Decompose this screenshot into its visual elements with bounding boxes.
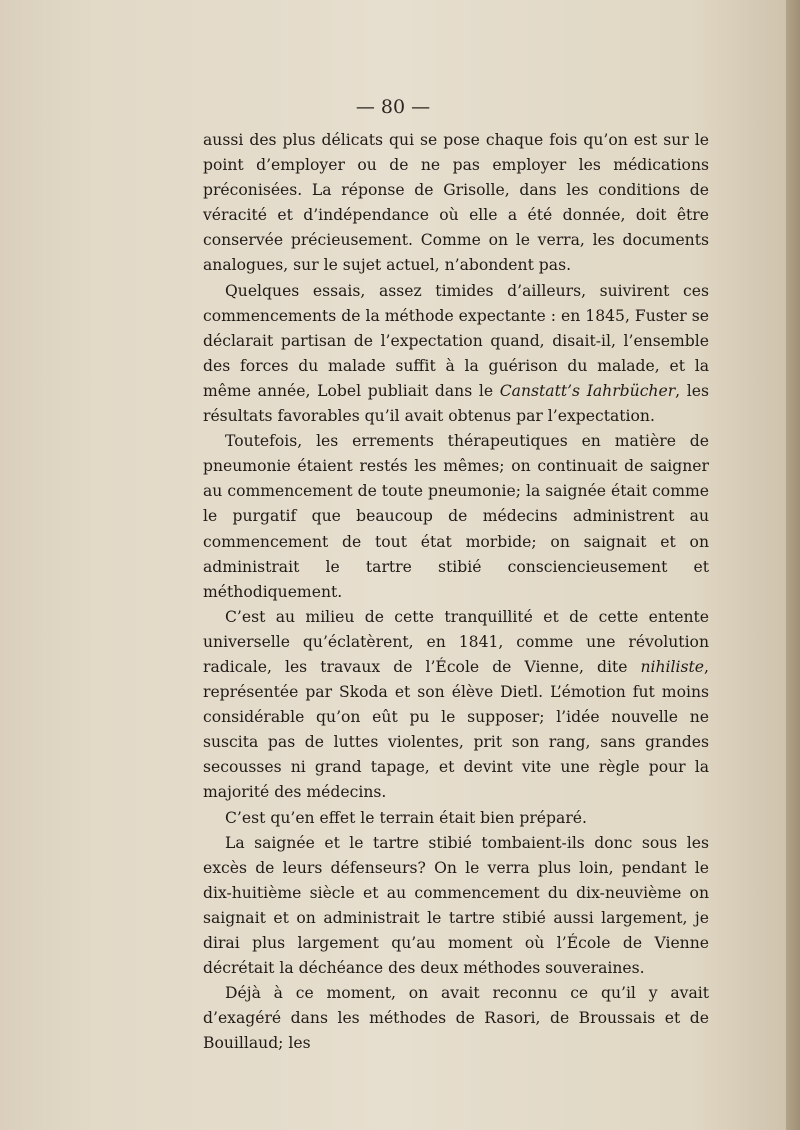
body-text xyxy=(203,128,709,1056)
text-segment: Déjà à ce moment, on avait reconnu ce qu’il y avait d’exagéré dans les méthodes de Rasori, de Broussais et de Bouillaud; les xyxy=(203,984,709,1053)
paragraph-7 xyxy=(203,981,709,1056)
page-number: — 80 — xyxy=(355,96,431,118)
paragraph-5 xyxy=(203,806,709,831)
journal-title: Canstatt’s Iahrbücher xyxy=(499,381,676,400)
paragraph-1 xyxy=(203,128,709,279)
text-segment: La saignée et le tartre stibié tombaient-ils donc sous les excès de leurs défenseurs? On le verra plus loin, pendant le dix-huitième siècle et au commencement du dix-neuvième on saignait et on administrait le tartre stibié aussi largement, je dirai plus largement qu’au moment où l’École de Vienne décrétait la déchéance des deux méthodes souveraines. xyxy=(203,833,709,978)
text-segment: , représentée par Skoda et son élève Dietl. L’émotion fut moins considérable qu’on eût pu le supposer; l’idée nouvelle ne suscita pas de luttes violentes, prit son rang, sans grandes secousses ni grand tapage, et devint vite une règle pour la majorité des médecins. xyxy=(203,657,709,802)
text-segment: Toutefois, les errements thérapeutiques en matière de pneumonie étaient restés les mêmes; on continuait de saigner au commencement de toute pneumonie; la saignée était comme le purgatif que beaucoup de médecins administrent au commencement de tout état morbide; on saignait et on administrait le tartre stibié consciencieusement et méthodiquement. xyxy=(203,432,709,601)
paragraph-6 xyxy=(203,831,709,982)
text-segment: C’est au milieu de cette tranquillité et de cette entente universelle qu’éclatèrent, en 1841, comme une révolution radicale, les travaux de l’École de Vienne, dite xyxy=(203,607,709,676)
paragraph-3 xyxy=(203,429,709,605)
text-segment: Quelques essais, assez timides d’ailleurs, suivirent ces commencements de la méthode expectante : en 1845, Fuster se déclarait partisan de l’expectation quand, disait-il, l’ensemble des forces du malade suffit à la guérison du malade, et la même année, Lobel publiait dans le xyxy=(203,281,709,400)
text-segment: C’est qu’en effet le terrain était bien préparé. xyxy=(225,808,587,827)
paragraph-2 xyxy=(203,279,709,430)
page-edge xyxy=(786,0,800,1130)
school-name-italic: nihiliste xyxy=(640,657,705,676)
text-segment: aussi des plus délicats qui se pose chaque fois qu’on est sur le point d’employer ou de ne pas employer les médications préconisées. La réponse de Grisolle, dans les conditions de véracité et d’indépendance où elle a été donnée, doit être conservée précieusement. Comme on le verra, les documents analogues, sur le sujet actuel, n’abondent pas. xyxy=(203,131,709,275)
text-segment: , les résultats favorables qu’il avait obtenus par l’expectation. xyxy=(203,381,709,426)
paragraph-4 xyxy=(203,605,709,806)
